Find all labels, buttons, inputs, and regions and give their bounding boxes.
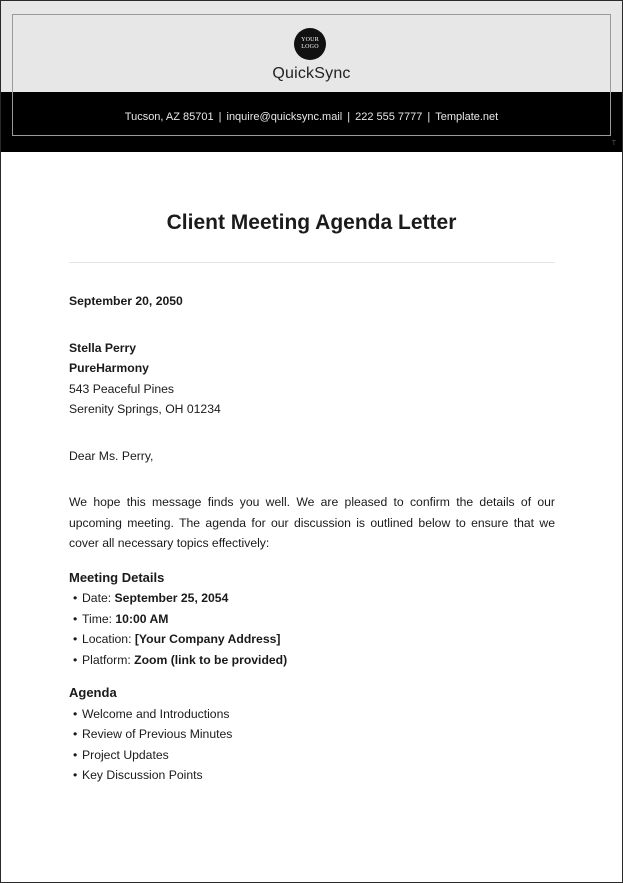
- corner-mark: T: [611, 140, 616, 147]
- meeting-detail-item: [73, 609, 555, 630]
- contact-phone: 222 555 7777: [355, 111, 423, 123]
- detail-label: Platform:: [82, 652, 135, 667]
- contact-address: Tucson, AZ 85701: [124, 111, 214, 123]
- detail-label: Date:: [82, 591, 115, 605]
- recipient-company: PureHarmony: [69, 361, 149, 375]
- recipient-block: [69, 338, 555, 420]
- letter-date: September 20, 2050: [69, 294, 183, 308]
- detail-value: Zoom (link to be provided): [134, 652, 288, 667]
- meeting-details-heading: Meeting Details: [69, 569, 165, 585]
- recipient-street: 543 Peaceful Pines: [69, 381, 175, 396]
- meeting-details-list: [69, 588, 555, 670]
- detail-label: Location:: [82, 632, 135, 646]
- logo-text-line-2: LOGO: [301, 44, 319, 50]
- agenda-heading: Agenda: [69, 685, 117, 700]
- title-divider: [69, 262, 555, 263]
- letter-title: Client Meeting Agenda Letter: [166, 211, 457, 234]
- meeting-detail-item: [73, 588, 555, 609]
- agenda-list: [69, 704, 555, 786]
- letter-body: [69, 291, 555, 799]
- agenda-item: • Key Discussion Points: [73, 765, 555, 786]
- intro-paragraph: We hope this message finds you well. We are pleased to confirm the details of our upcoming meeting. The agenda for our discussion is outlined below to ensure that we cover all necessary topics effectively:: [69, 495, 555, 550]
- agenda-item: • Welcome and Introductions: [73, 704, 555, 725]
- logo-text-line-1: YOUR: [301, 37, 319, 43]
- contact-separator: |: [427, 111, 431, 123]
- company-logo: [294, 28, 326, 60]
- contact-separator: |: [347, 111, 351, 123]
- agenda-item: • Review of Previous Minutes: [73, 724, 555, 745]
- detail-value: [Your Company Address]: [134, 632, 281, 646]
- contact-website[interactable]: Template.net: [435, 111, 499, 123]
- contact-email[interactable]: inquire@quicksync.mail: [226, 111, 343, 123]
- meeting-detail-item: [73, 629, 555, 650]
- detail-value: September 25, 2054: [114, 591, 229, 605]
- detail-label: Time:: [82, 611, 116, 626]
- recipient-name: Stella Perry: [69, 340, 137, 355]
- detail-value: 10:00 AM: [115, 611, 169, 626]
- contact-separator: |: [218, 111, 222, 123]
- company-name: QuickSync: [272, 65, 351, 82]
- contact-line: [1, 111, 622, 123]
- salutation: Dear Ms. Perry,: [69, 448, 154, 463]
- recipient-city: Serenity Springs, OH 01234: [69, 402, 221, 416]
- meeting-detail-item: [73, 650, 555, 671]
- agenda-item: • Project Updates: [73, 745, 555, 766]
